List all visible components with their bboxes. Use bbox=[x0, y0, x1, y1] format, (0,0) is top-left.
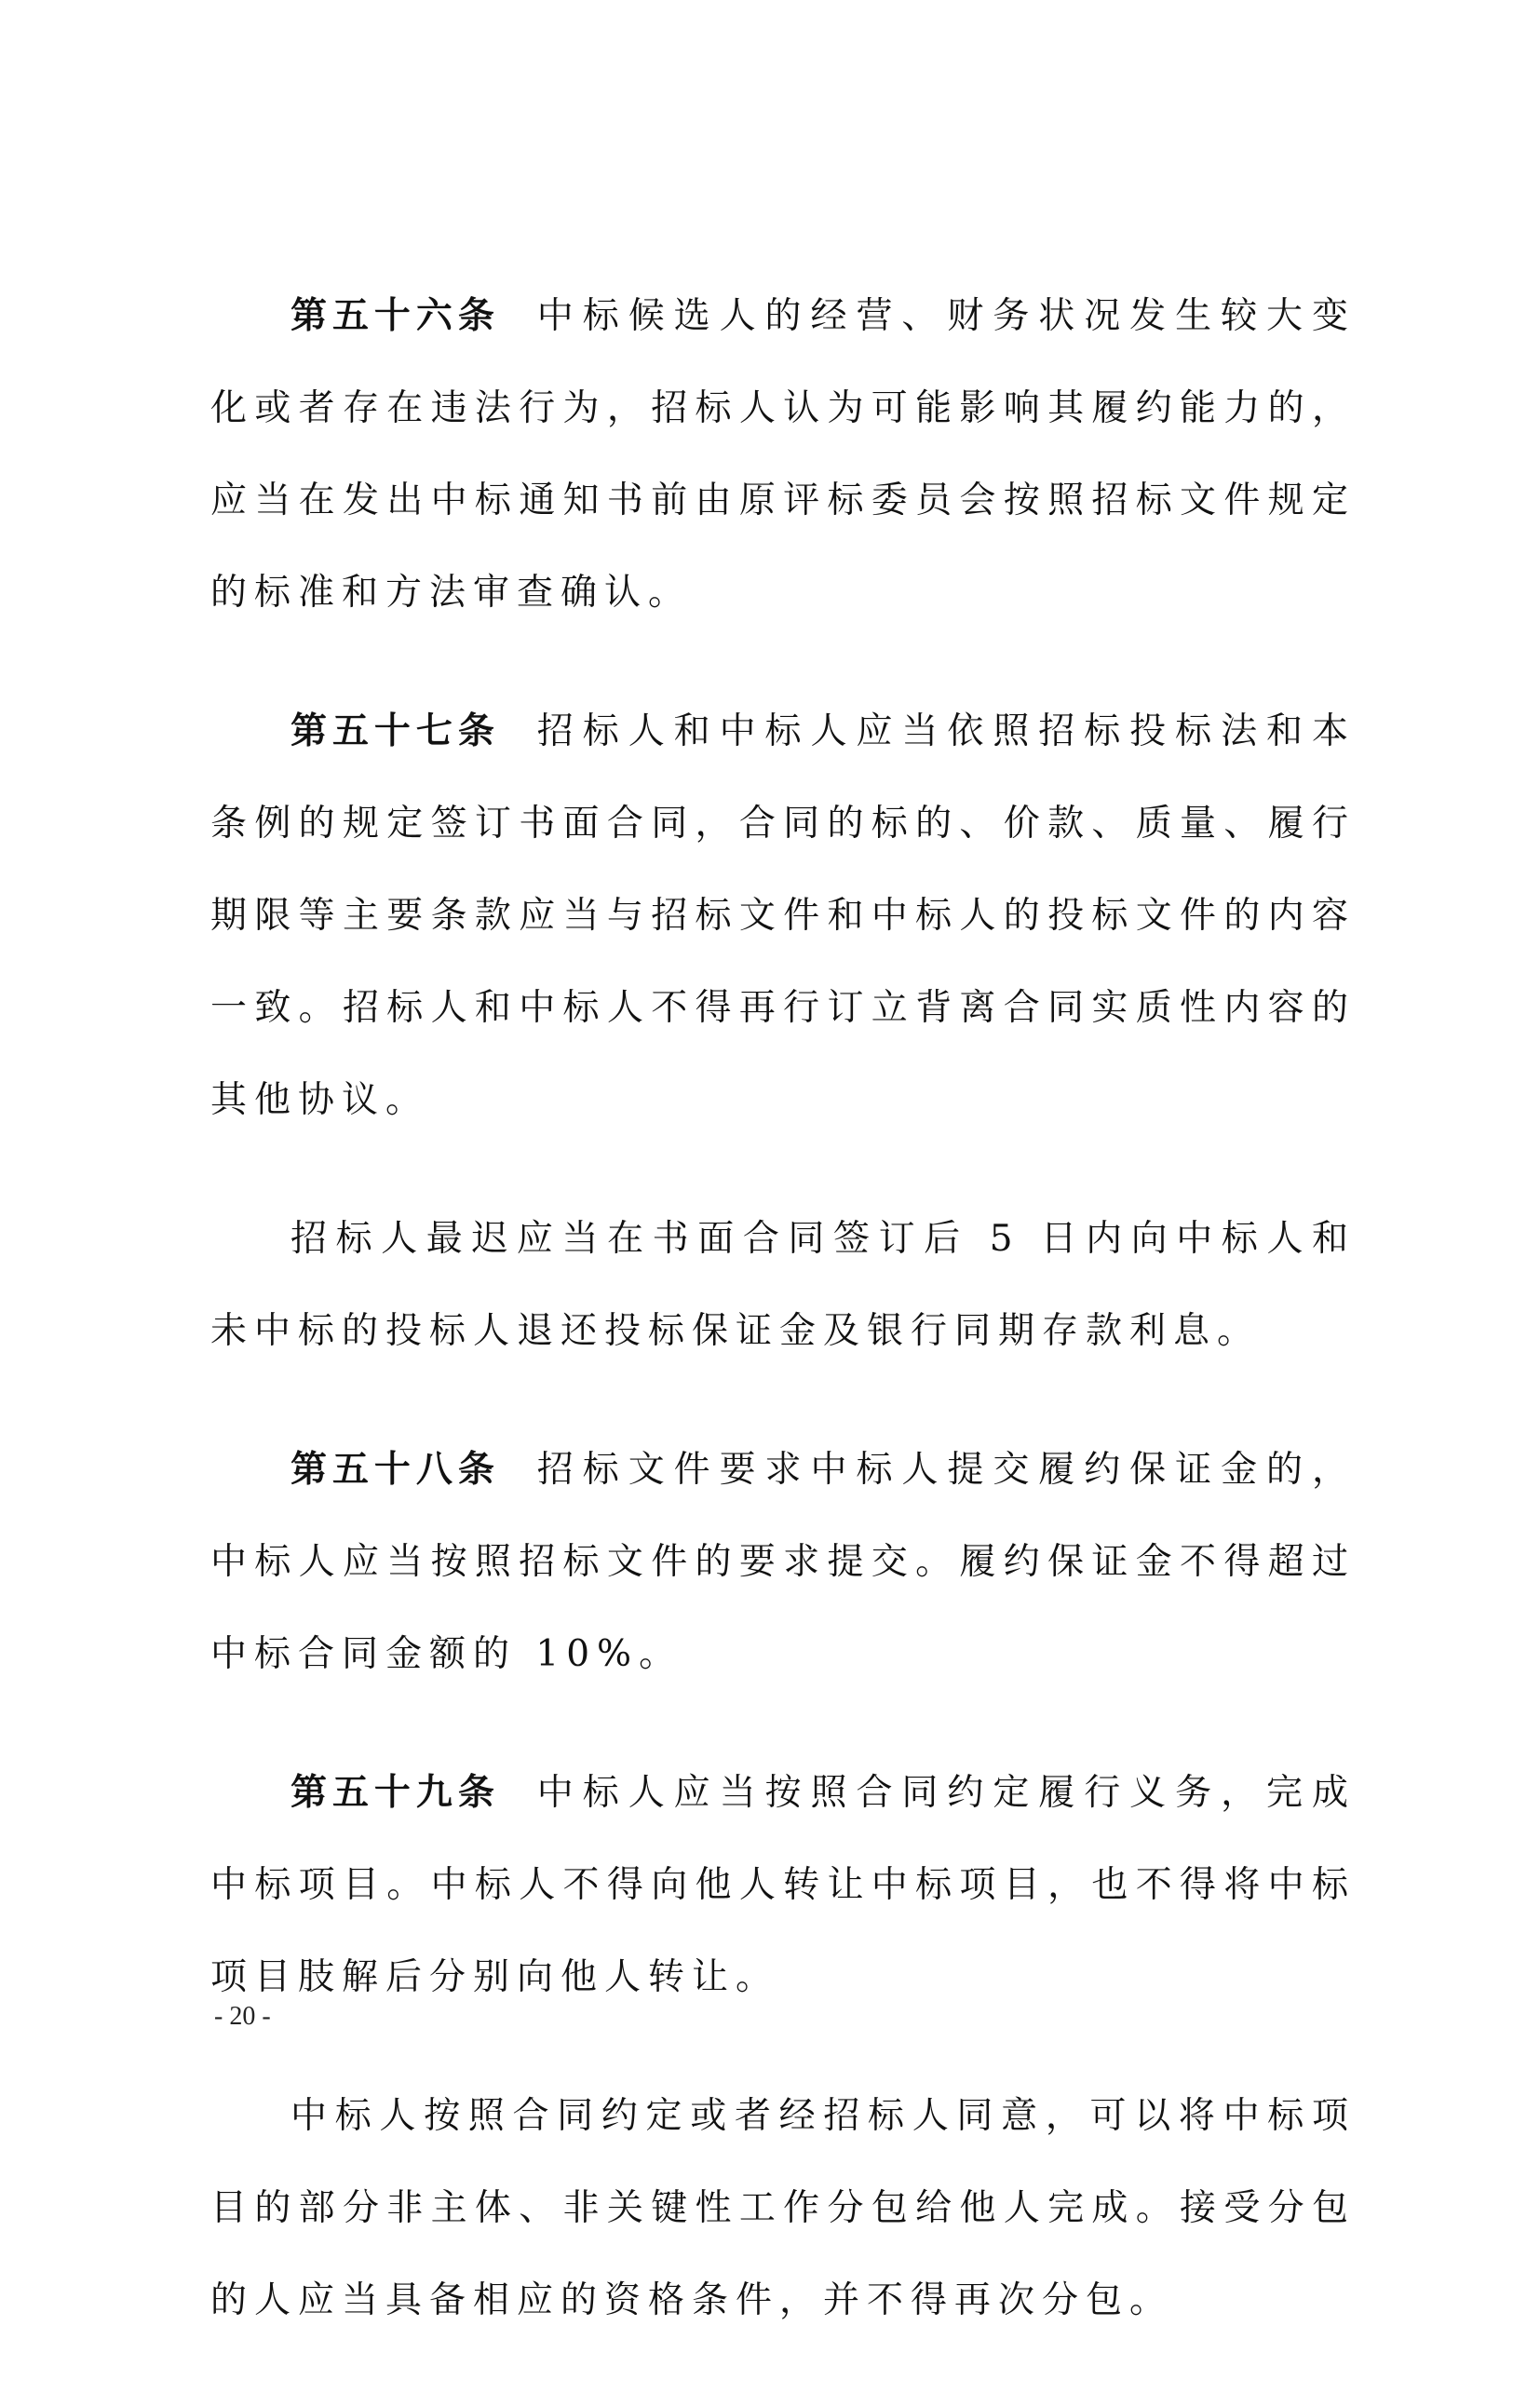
article-text: 中标候选人的经营、财务状况发生较大变化或者存在违法行为，招标人认为可能影响其履约能力的，应当在发出中标通知书前由原评标委员会按照招标文件规定的标准和方法审查确认。 bbox=[210, 295, 1356, 614]
article-number: 第五十九条 bbox=[290, 1772, 500, 1814]
article-56-paragraph bbox=[210, 270, 1356, 639]
article-text: 中标人按照合同约定或者经招标人同意，可以将中标项目的部分非主体、非关键性工作分包给他人完成。接受分包的人应当具备相应的资格条件，并不得再次分包。 bbox=[210, 2095, 1356, 2321]
article-57-paragraph bbox=[210, 685, 1356, 1146]
article-57-continuation-paragraph bbox=[210, 1193, 1356, 1377]
article-text: 招标文件要求中标人提交履约保证金的，中标人应当按照招标文件的要求提交。履约保证金不得超过中标合同金额的 10%。 bbox=[210, 1449, 1356, 1675]
article-58-paragraph bbox=[210, 1424, 1356, 1700]
document-body bbox=[210, 270, 1356, 2393]
article-number: 第五十八条 bbox=[290, 1449, 500, 1491]
article-text: 招标人最迟应当在书面合同签订后 5 日内向中标人和未中标的投标人退还投标保证金及银行同期存款利息。 bbox=[210, 1218, 1356, 1352]
article-59-continuation-paragraph bbox=[210, 2070, 1356, 2346]
article-text: 招标人和中标人应当依照招标投标法和本条例的规定签订书面合同，合同的标的、价款、质量、履行期限等主要条款应当与招标文件和中标人的投标文件的内容一致。招标人和中标人不得再行订立背离合同实质性内容的其他协议。 bbox=[210, 710, 1356, 1121]
article-59-paragraph bbox=[210, 1747, 1356, 2023]
article-text: 中标人应当按照合同约定履行义务，完成中标项目。中标人不得向他人转让中标项目，也不得将中标项目肢解后分别向他人转让。 bbox=[210, 1772, 1356, 1998]
page-number: - 20 - bbox=[214, 2002, 271, 2031]
article-number: 第五十七条 bbox=[290, 710, 500, 752]
article-number: 第五十六条 bbox=[290, 295, 500, 337]
